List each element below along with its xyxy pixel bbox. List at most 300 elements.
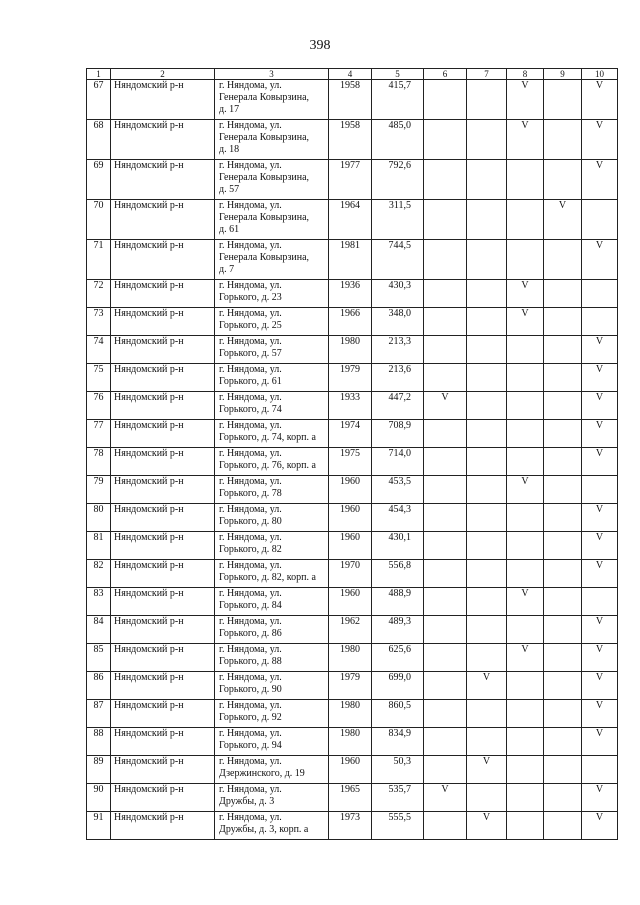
district-cell: Няндомский р-н (111, 588, 215, 616)
check-cell: V (582, 672, 618, 700)
check-cell (582, 280, 618, 308)
check-cell (467, 448, 507, 476)
check-cell (467, 120, 507, 160)
check-cell: V (582, 336, 618, 364)
district-cell: Няндомский р-н (111, 364, 215, 392)
address-line: г. Няндома, ул. (219, 364, 282, 375)
address-line: Горького, д. 80 (219, 516, 282, 527)
address-line: д. 18 (219, 144, 240, 155)
table-row (87, 392, 618, 420)
table-row (87, 700, 618, 728)
check-cell: V (544, 200, 582, 240)
area-cell: 430,1 (372, 532, 424, 560)
check-cell: V (507, 120, 544, 160)
table-row (87, 448, 618, 476)
check-cell (507, 392, 544, 420)
address-line: д. 17 (219, 104, 240, 115)
address-line: Генерала Ковырзина, (219, 172, 310, 183)
check-cell (424, 240, 467, 280)
area-cell: 556,8 (372, 560, 424, 588)
check-cell: V (507, 644, 544, 672)
address-cell (215, 728, 329, 756)
district-cell: Няндомский р-н (111, 120, 215, 160)
address-cell (215, 532, 329, 560)
year-cell: 1979 (329, 672, 372, 700)
check-cell: V (582, 700, 618, 728)
row-number: 74 (87, 336, 111, 364)
column-header: 8 (507, 69, 544, 80)
check-cell (424, 308, 467, 336)
table-row (87, 616, 618, 644)
check-cell: V (507, 588, 544, 616)
row-number: 76 (87, 392, 111, 420)
check-cell: V (424, 392, 467, 420)
row-number: 68 (87, 120, 111, 160)
table-row (87, 364, 618, 392)
address-line: г. Няндома, ул. (219, 616, 282, 627)
row-number: 90 (87, 784, 111, 812)
district-cell: Няндомский р-н (111, 616, 215, 644)
check-cell (467, 308, 507, 336)
address-cell (215, 80, 329, 120)
address-line: г. Няндома, ул. (219, 80, 282, 91)
row-number: 69 (87, 160, 111, 200)
address-line: г. Няндома, ул. (219, 448, 282, 459)
check-cell (424, 672, 467, 700)
area-cell: 489,3 (372, 616, 424, 644)
check-cell (507, 560, 544, 588)
check-cell (424, 120, 467, 160)
row-number: 81 (87, 532, 111, 560)
check-cell (467, 392, 507, 420)
address-cell (215, 308, 329, 336)
year-cell: 1964 (329, 200, 372, 240)
check-cell (467, 700, 507, 728)
area-cell: 860,5 (372, 700, 424, 728)
column-header: 2 (111, 69, 215, 80)
year-cell: 1965 (329, 784, 372, 812)
area-cell: 213,3 (372, 336, 424, 364)
check-cell (424, 756, 467, 784)
address-line: г. Няндома, ул. (219, 240, 282, 251)
district-cell: Няндомский р-н (111, 80, 215, 120)
address-line: г. Няндома, ул. (219, 728, 282, 739)
address-line: г. Няндома, ул. (219, 504, 282, 515)
check-cell (424, 588, 467, 616)
address-line: г. Няндома, ул. (219, 280, 282, 291)
check-cell (467, 560, 507, 588)
address-line: Горького, д. 57 (219, 348, 282, 359)
address-line: г. Няндома, ул. (219, 476, 282, 487)
check-cell (544, 240, 582, 280)
check-cell (467, 80, 507, 120)
year-cell: 1980 (329, 728, 372, 756)
check-cell (467, 420, 507, 448)
check-cell (507, 700, 544, 728)
table-row (87, 560, 618, 588)
district-cell: Няндомский р-н (111, 336, 215, 364)
check-cell: V (467, 756, 507, 784)
year-cell: 1936 (329, 280, 372, 308)
row-number: 89 (87, 756, 111, 784)
check-cell (544, 308, 582, 336)
check-cell (582, 200, 618, 240)
year-cell: 1974 (329, 420, 372, 448)
check-cell: V (582, 616, 618, 644)
row-number: 67 (87, 80, 111, 120)
check-cell (507, 784, 544, 812)
address-line: г. Няндома, ул. (219, 336, 282, 347)
check-cell (544, 560, 582, 588)
row-number: 84 (87, 616, 111, 644)
check-cell (424, 504, 467, 532)
check-cell: V (507, 80, 544, 120)
address-cell (215, 364, 329, 392)
check-cell (544, 392, 582, 420)
row-number: 85 (87, 644, 111, 672)
district-cell: Няндомский р-н (111, 420, 215, 448)
check-cell: V (582, 240, 618, 280)
housing-table (86, 68, 618, 840)
check-cell (544, 364, 582, 392)
column-header: 5 (372, 69, 424, 80)
address-cell (215, 336, 329, 364)
check-cell (467, 588, 507, 616)
address-cell (215, 280, 329, 308)
check-cell (544, 476, 582, 504)
area-cell: 485,0 (372, 120, 424, 160)
address-line: г. Няндома, ул. (219, 672, 282, 683)
check-cell (507, 672, 544, 700)
address-line: г. Няндома, ул. (219, 120, 282, 131)
check-cell (424, 812, 467, 840)
table-row (87, 784, 618, 812)
area-cell: 415,7 (372, 80, 424, 120)
check-cell: V (507, 308, 544, 336)
area-cell: 213,6 (372, 364, 424, 392)
address-line: г. Няндома, ул. (219, 644, 282, 655)
check-cell (507, 812, 544, 840)
address-line: Генерала Ковырзина, (219, 92, 310, 103)
table-row (87, 532, 618, 560)
table-row (87, 672, 618, 700)
check-cell (582, 588, 618, 616)
check-cell: V (582, 392, 618, 420)
address-line: Горького, д. 88 (219, 656, 282, 667)
check-cell (507, 532, 544, 560)
row-number: 75 (87, 364, 111, 392)
district-cell: Няндомский р-н (111, 532, 215, 560)
row-number: 71 (87, 240, 111, 280)
area-cell: 699,0 (372, 672, 424, 700)
check-cell: V (467, 672, 507, 700)
check-cell (544, 448, 582, 476)
area-cell: 488,9 (372, 588, 424, 616)
check-cell: V (582, 80, 618, 120)
district-cell: Няндомский р-н (111, 672, 215, 700)
check-cell (544, 700, 582, 728)
address-cell (215, 392, 329, 420)
check-cell (544, 616, 582, 644)
check-cell (507, 616, 544, 644)
address-line: Горького, д. 23 (219, 292, 282, 303)
year-cell: 1933 (329, 392, 372, 420)
check-cell (467, 644, 507, 672)
check-cell: V (582, 504, 618, 532)
table-row (87, 588, 618, 616)
address-line: Генерала Ковырзина, (219, 252, 310, 263)
year-cell: 1970 (329, 560, 372, 588)
address-cell (215, 672, 329, 700)
check-cell (424, 280, 467, 308)
check-cell: V (582, 560, 618, 588)
address-line: Горького, д. 25 (219, 320, 282, 331)
check-cell (467, 728, 507, 756)
check-cell (467, 476, 507, 504)
address-line: Генерала Ковырзина, (219, 132, 310, 143)
check-cell (507, 420, 544, 448)
table-row (87, 308, 618, 336)
check-cell: V (507, 280, 544, 308)
check-cell: V (582, 812, 618, 840)
row-number: 86 (87, 672, 111, 700)
check-cell (582, 756, 618, 784)
row-number: 73 (87, 308, 111, 336)
year-cell: 1960 (329, 588, 372, 616)
check-cell (424, 728, 467, 756)
address-line: Горького, д. 74, корп. а (219, 432, 316, 443)
address-cell (215, 504, 329, 532)
area-cell: 625,6 (372, 644, 424, 672)
row-number: 77 (87, 420, 111, 448)
year-cell: 1980 (329, 336, 372, 364)
row-number: 82 (87, 560, 111, 588)
row-number: 78 (87, 448, 111, 476)
year-cell: 1975 (329, 448, 372, 476)
table-row (87, 756, 618, 784)
address-line: г. Няндома, ул. (219, 392, 282, 403)
check-cell (544, 532, 582, 560)
address-cell (215, 560, 329, 588)
row-number: 70 (87, 200, 111, 240)
address-line: г. Няндома, ул. (219, 200, 282, 211)
address-line: Горького, д. 94 (219, 740, 282, 751)
year-cell: 1973 (329, 812, 372, 840)
check-cell: V (582, 784, 618, 812)
address-line: Горького, д. 86 (219, 628, 282, 639)
address-line: г. Няндома, ул. (219, 420, 282, 431)
district-cell: Няндомский р-н (111, 448, 215, 476)
check-cell (424, 560, 467, 588)
address-line: г. Няндома, ул. (219, 784, 282, 795)
address-line: д. 57 (219, 184, 240, 195)
address-line: г. Няндома, ул. (219, 812, 282, 823)
row-number: 88 (87, 728, 111, 756)
check-cell (424, 420, 467, 448)
check-cell (467, 200, 507, 240)
year-cell: 1960 (329, 756, 372, 784)
year-cell: 1958 (329, 80, 372, 120)
address-cell (215, 784, 329, 812)
district-cell: Няндомский р-н (111, 560, 215, 588)
check-cell (544, 420, 582, 448)
check-cell (424, 200, 467, 240)
check-cell: V (582, 364, 618, 392)
check-cell (507, 756, 544, 784)
district-cell: Няндомский р-н (111, 700, 215, 728)
check-cell: V (582, 448, 618, 476)
column-header: 9 (544, 69, 582, 80)
table-row (87, 336, 618, 364)
row-number: 79 (87, 476, 111, 504)
table-row (87, 812, 618, 840)
area-cell: 454,3 (372, 504, 424, 532)
check-cell (467, 160, 507, 200)
column-header: 7 (467, 69, 507, 80)
table-row (87, 476, 618, 504)
address-line: Горького, д. 82 (219, 544, 282, 555)
check-cell (424, 532, 467, 560)
address-line: д. 7 (219, 264, 235, 275)
check-cell (424, 644, 467, 672)
check-cell (507, 364, 544, 392)
check-cell: V (467, 812, 507, 840)
district-cell: Няндомский р-н (111, 728, 215, 756)
district-cell: Няндомский р-н (111, 160, 215, 200)
header-row (87, 69, 618, 80)
address-line: Горького, д. 76, корп. а (219, 460, 316, 471)
check-cell (467, 504, 507, 532)
address-cell (215, 420, 329, 448)
check-cell: V (582, 532, 618, 560)
check-cell (544, 728, 582, 756)
area-cell: 430,3 (372, 280, 424, 308)
address-line: г. Няндома, ул. (219, 560, 282, 571)
table-row (87, 280, 618, 308)
address-cell (215, 476, 329, 504)
row-number: 91 (87, 812, 111, 840)
table-row (87, 240, 618, 280)
check-cell (544, 784, 582, 812)
year-cell: 1980 (329, 700, 372, 728)
district-cell: Няндомский р-н (111, 240, 215, 280)
check-cell (467, 240, 507, 280)
check-cell (467, 784, 507, 812)
district-cell: Няндомский р-н (111, 784, 215, 812)
check-cell (544, 80, 582, 120)
district-cell: Няндомский р-н (111, 504, 215, 532)
address-cell (215, 160, 329, 200)
district-cell: Няндомский р-н (111, 392, 215, 420)
table-row (87, 80, 618, 120)
area-cell: 311,5 (372, 200, 424, 240)
area-cell: 714,0 (372, 448, 424, 476)
check-cell (582, 308, 618, 336)
column-header: 4 (329, 69, 372, 80)
check-cell: V (582, 644, 618, 672)
address-line: Дружбы, д. 3 (219, 796, 275, 807)
check-cell (467, 616, 507, 644)
table-row (87, 644, 618, 672)
check-cell (467, 532, 507, 560)
check-cell (544, 756, 582, 784)
area-cell: 447,2 (372, 392, 424, 420)
column-header: 10 (582, 69, 618, 80)
column-header: 3 (215, 69, 329, 80)
address-cell (215, 120, 329, 160)
check-cell (507, 504, 544, 532)
check-cell (424, 160, 467, 200)
address-line: г. Няндома, ул. (219, 160, 282, 171)
column-header: 1 (87, 69, 111, 80)
address-line: Горького, д. 84 (219, 600, 282, 611)
table-row (87, 728, 618, 756)
check-cell (544, 672, 582, 700)
address-cell (215, 700, 329, 728)
check-cell (424, 336, 467, 364)
table-row (87, 420, 618, 448)
check-cell (424, 448, 467, 476)
check-cell: V (582, 120, 618, 160)
check-cell: V (582, 728, 618, 756)
check-cell (544, 120, 582, 160)
check-cell (544, 812, 582, 840)
district-cell: Няндомский р-н (111, 812, 215, 840)
check-cell (582, 476, 618, 504)
check-cell (507, 336, 544, 364)
address-cell (215, 448, 329, 476)
area-cell: 834,9 (372, 728, 424, 756)
column-header: 6 (424, 69, 467, 80)
year-cell: 1958 (329, 120, 372, 160)
area-cell: 453,5 (372, 476, 424, 504)
table-row (87, 160, 618, 200)
address-line: Горького, д. 82, корп. а (219, 572, 316, 583)
area-cell: 744,5 (372, 240, 424, 280)
row-number: 72 (87, 280, 111, 308)
district-cell: Няндомский р-н (111, 308, 215, 336)
page-number: 398 (309, 38, 331, 53)
year-cell: 1960 (329, 532, 372, 560)
year-cell: 1977 (329, 160, 372, 200)
check-cell (424, 476, 467, 504)
address-cell (215, 588, 329, 616)
address-line: Горького, д. 61 (219, 376, 282, 387)
check-cell (467, 364, 507, 392)
check-cell (424, 80, 467, 120)
area-cell: 535,7 (372, 784, 424, 812)
year-cell: 1966 (329, 308, 372, 336)
check-cell (507, 240, 544, 280)
address-line: Горького, д. 90 (219, 684, 282, 695)
check-cell (467, 336, 507, 364)
area-cell: 792,6 (372, 160, 424, 200)
district-cell: Няндомский р-н (111, 200, 215, 240)
check-cell (424, 364, 467, 392)
row-number: 83 (87, 588, 111, 616)
address-line: д. 61 (219, 224, 240, 235)
check-cell (544, 504, 582, 532)
year-cell: 1960 (329, 476, 372, 504)
address-line: Генерала Ковырзина, (219, 212, 310, 223)
check-cell: V (424, 784, 467, 812)
address-line: г. Няндома, ул. (219, 756, 282, 767)
check-cell (544, 280, 582, 308)
district-cell: Няндомский р-н (111, 280, 215, 308)
table-row (87, 120, 618, 160)
address-cell (215, 240, 329, 280)
address-line: Горького, д. 92 (219, 712, 282, 723)
